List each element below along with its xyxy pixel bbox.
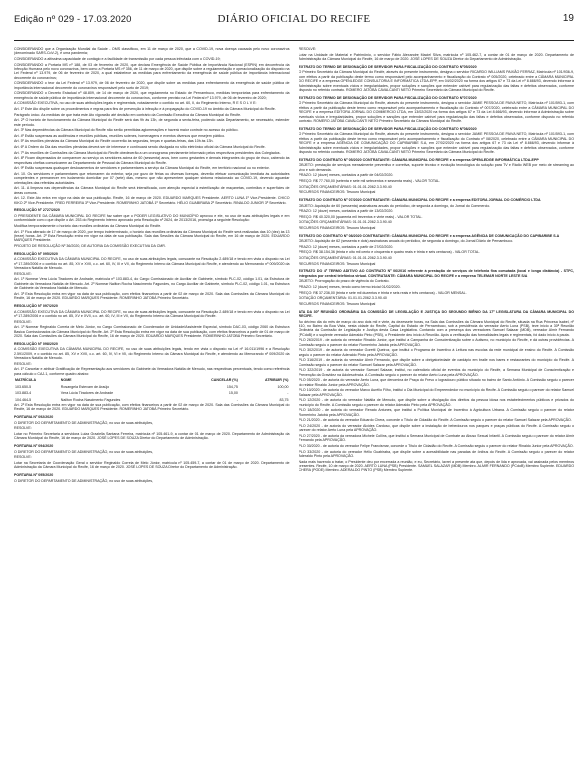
table-cell: Vera Lúcia Tiradores de Andrade [60,391,114,396]
paragraph: Art. 3º Esta Resolução entra em vigor na data de sua publicação, com efeitos financeiros a partir de 02 de março de 2020. Sala das Comissões da Câmara Municipal do Recife, 16 de março de 2020. EDUARDO MARQUES Presidente. ROMERINHO JATOBÁ Primeiro Secretário. [14,291,290,301]
section-heading: EXTRATO DO TERMO DE DESIGNAÇÃO DE SERVIDOR PARA FISCALIZAÇÃO DO CONTRATO Nº08/2020 [298,126,477,131]
paragraph: PRAZO: 12 (doze) meses, contados a partir de 04/02/2020. [298,173,394,178]
right-column [299,47,575,765]
paragraph: CONSIDERANDO o teor da Lei Federal nº 13.979, de 06 de fevereiro de 2020, que dispõe sobre as medidas para enfrentamento da emergência de saúde pública de importância internacional decorrente do coronavírus responsável pelo surto de 2019; [14,81,290,90]
table-cell: 15,00 [228,391,238,396]
edition-date: Edição nº 029 - 17.03.2020 [14,14,132,25]
paragraph: OBJETO: Prorrogação do prazo de vigência do Contrato. [298,279,390,284]
paragraph: Art. 1º Este Ato dispõe sobre os procedimentos e regras para fins de prevenção à infecção e à propagação do COVID-19 no âmbito da Câmara Municipal do Recife. [14,107,276,111]
paragraph: PLO 263/2019 - de autoria do vereador Rinaldo Junior, que institui a Campanha de Conscientização sobre o Autismo, no município do Recife, e dá outras providências. A Comissão seguiu o parecer do relator Romerinho Jatobá pela APROVAÇÃO. [298,338,574,347]
paragraph: Art. 4º Estão suspensas as audiências e reuniões públicas, reuniões solenes, homenagens e eventos diversos que ensejem público. [14,133,226,138]
paragraph: Art. 2º Esta Resolução entra em vigor na data de sua publicação, com efeitos financeiros a partir de 02 de março de 2020. Sala das Comissões da Câmara Municipal do Recife, 16 de março de 2020. EDUARDO MARQUES Presidente. ROMERINHO JATOBÁ Primeiro Secretário. [14,402,290,412]
paragraph: PLO 05/2020 - de autoria do vereador Aerto Luna, que denomina de Praça do Frevo o logradouro público situado no bairro de Santo Antônio. A Comissão seguiu o parecer do relator Rinaldo Junior pela APROVAÇÃO. [298,378,574,387]
paragraph: Art. 1º Nomear Vera Lúcia Tiradores de Andrade, matrícula nº 103.883-4, do Cargo Comissionado de Auxiliar de Gabinete, símbolo PLC-02, código 1.01, da Estrutura de Gabinete da Vereadora Natália de Menudo. Art. 2º Nomear Nailton Rocha Nascimento Fagundes, no Cargo Auxiliar de Gabinete, símbolo PLC-02, código 1.01, na Estrutura de Gabinete da Vereadora Natália de Menudo. [14,277,290,291]
paragraph: RECURSOS FINANCEIROS: Tesouro Municipal [298,225,376,230]
paragraph: Art. 8º Ficam dispensados de comparecer ao serviço os servidores acima de 60 (sessenta) anos, bem como gestantes e demais integrantes do grupo de risco, cabendo às respectivas chefias comunicarem ao Departamento de Pessoal da Câmara Municipal do Recife. [14,156,290,165]
paragraph: RESOLVE: [14,361,32,366]
table-cell: 154,75 [226,384,238,389]
section-heading: EXTRATO DO TERMO DE DESIGNAÇÃO DE SERVIDOR PARA FISCALIZAÇÃO DO CONTRATO Nº07/2020 [298,95,477,100]
paragraph: O PRESIDENTE DA CÂMARA MUNICIPAL DO RECIFE faz saber que o PODER LEGISLATIVO DO MUNICÍPIO aprovou e ele, no uso de suas atribuições legais e em conformidade com o que dispõe o Art. 253 do Regimento Interno aprovado pela Resolução nº 2624, de 2013/2016, promulga a seguinte Resolução: [14,213,290,223]
section-heading: EXTRATO DO CONTRATO Nº 08/2020 CONTRATANTE: CÂMARA MUNICIPAL DO RECIFE e a empresa AGÊNCIA DE COMUNICAÇÃO DO CAPIBARIBE S.A [298,233,560,238]
table-cell: 100,00 [277,384,289,389]
paragraph: RECURSOS FINANCEIROS: Tesouro Municipal [298,190,376,195]
paragraph: Art. 1º Cancelar e atribuir Gratificação de Representação aos servidores do Gabinete da Vereadora Natália de Menudo, nas respectivas percentuais, tendo como referência para cálculo o CAJ-1, conforme quadro abaixo: [14,367,290,376]
paragraph: Parágrafo único. As medidas de que trata este Ato vigorarão até decisão em contrário da Comissão Executiva da Câmara Municipal do Recife. [14,112,242,117]
paragraph: RESOLVE: [14,319,32,324]
columns [14,47,574,765]
paragraph: CONSIDERANDO a altíssima capacidade de contágio e a facilidade de transmissão por cada pessoa infectada com o COVID-19; [14,57,221,61]
table-cell: 83,75 [279,397,289,402]
page-header [14,8,574,41]
section-heading: EXTRATO DO CONTRATO Nº 05/2020 CONTRATANTE: CÂMARA MUNICIPAL DO RECIFE e a empresa OPENLEDGE INFORMÁTICA LTDA-EPP [298,157,539,162]
page-number: 19 [562,13,574,24]
paragraph: Art. 11. A limpeza nas dependências da Câmara Municipal do Recife será intensificada, com atenção especial à esterilização de maçanetas, corrimãos e superfícies de áreas comuns. [14,186,290,195]
section-heading: RESOLUÇÃO Nº 2727/2020 [14,208,60,213]
paragraph: Art. 1º Nomear Reginaldo Correia de Melo Júnior, no Cargo Comissionado de Coordenador de Unidade/Assistente Especial, símbolo DAC-03, código 2060 da Estrutura Basica Comissionados da Câmara Municipal do Recife. Art. 2º Esta Resolução entra em vigor na data de sua publicação, com efeitos financeiros a partir de 01 de março de 2020. Sala das Comissões da Câmara Municipal do Recife, 16 de março de 2020. EDUARDO MARQUES Presidente. ROMERINHO JATOBÁ Primeiro Secretário. [14,325,290,338]
left-column [14,47,290,765]
gratification-table [14,377,290,403]
paragraph: PRAZO: 12 (doze) meses, tendo como termo inicial 01/02/2020. [298,285,401,290]
paragraph: Art. 5º As reuniões plenárias da Câmara Municipal do Recife ocorrerão às segundas, terças e quartas-feiras, das 10h às 13h. [14,139,214,144]
paragraph: OBJETO: Aquisição de 62 (sessenta e dois) assinaturas anuais do periódico, de segunda a domingo, do Jornal Diário de Pernambuco. [298,239,514,244]
section-heading: EXTRATO DO TERMO DE DESIGNAÇÃO DE SERVIDOR PARA FISCALIZAÇÃO DO CONTRATO Nº05/2020 [298,64,477,69]
paragraph: Art. 7º As reuniões de Comissões da Câmara Municipal do Recife obedecerão a um cronograma previamente informado pelos respectivos presidentes dos Colegiados. [14,150,281,155]
publication-title: DIÁRIO OFICIAL DO RECIFE [217,13,371,25]
table-cell: Rosangela Estevam de Araújo [60,384,110,389]
paragraph: PREÇO: R$ 37.236,00 (trinta e sete mil duzentos e trinta e seis reais e três centavos) - VALOR MENSAL. [298,290,467,295]
paragraph: CONSIDERANDO que a Organização Mundial da Saúde - OMS classificou, em 11 de março de 2020, que a COVID-19, nova doença causada pelo novo coronavírus (denominado SARS-CoV-2), é uma pandemia; [14,47,290,56]
paragraph: PRAZO: 12 (doze) meses, contados a partir de 13/02/2020. [298,209,394,214]
section-heading: EXTRATO DO 4º TERMO ADITIVO AO CONTRATO Nº 06/2016 referente à prestação de serviços de telefonia fixa comutada (local e longa distância) - STFC, integrados por central telefônica virtual. CONTRATANTE: CÂMARA MUNICIPAL DO RECIFE e a empresa TELEMAR NORTE LESTE S/A [298,269,574,278]
paragraph: PRAZO: 12 (doze) meses, contados a partir de 27/02/2020. [298,244,394,249]
table-cell: - [236,397,238,402]
paragraph: RESOLVE: [14,426,32,431]
paragraph: RECURSOS FINANCEIROS: Tesouro Municipal [298,261,376,266]
paragraph: CONSIDERANDO o Decreto Estadual nº 48.809, de 14 de março de 2020, que regulamenta no Estado de Pernambuco, medidas temporárias para enfrentamento da emergência de saúde pública de importância internacional decorrente do coronavírus, conforme previsto na Lei Federal nº 13.979, de 06 de fevereiro de 2020; [14,91,290,100]
section-heading: EXTRATO DO CONTRATO Nº 07/2020 CONTRATANTE: CÂMARA MUNICIPAL DO RECIFE e a empresa EDITORA JORNAL DO COMÉRCIO LTDA [298,197,541,202]
paragraph: PLO 316/2019 - de autoria do vereador Almir Fernando, que dispõe sobre a obrigatoriedade de cardápio em braile nos bares e restaurantes do município do Recife. A Comissão seguiu o parecer do relator Samuel Salazar pela APROVAÇÃO. [298,358,574,367]
paragraph: A COMISSÃO EXECUTIVA DA CÂMARA MUNICIPAL DO RECIFE, no uso de suas atribuições legais, tendo em vista o disposto na Lei nº 16.011/1996 e a Resolução 2.591/2009, e o contido no art. 85, XV e XVII, c.c. art. 60, IV, VI e VII, do Regimento Interno da Câmara Municipal do Recife, e atendendo ao Memorando nº 009/2020 da Vereadora Natália de Menudo. [14,347,290,361]
paragraph: CONSIDERANDO a Portaria MS nº 188, de 03 de fevereiro de 2020, que declara Emergência de Saúde Pública de Importância Nacional (ESPIN) em decorrência da Infecção Humana pelo novo coronavírus, bem como a Portaria MS nº 356, de 11 de março de 2020, que dispõe sobre a regulamentação e operacionalização do disposto na Lei Federal nº 13.979, de 06 de fevereiro de 2020, a qual estabelece as medidas para enfrentamento da emergência de saúde pública de importância internacional decorrente do coronavírus; [14,62,290,80]
section-heading: RESOLUÇÃO Nº 097/2020 [14,303,58,308]
paragraph: PLO 24/2020 - de autoria do vereador Alcides Cardoso, que dispõe sobre a instalação de bebedouros nos parques e praças públicas do Recife. A Comissão seguiu o parecer do relator Aerto Luna pela APROVAÇÃO. [298,424,574,433]
paragraph: DOTAÇÕES ORÇAMENTÁRIAS: 01.01.01.2062.3.3.90.40 [298,256,392,261]
column-header: NOME [60,378,72,383]
section-heading: ATA DA 30ª REUNIÃO ORDINÁRIA DA COMISSÃO DE LEGISLAÇÃO E JUSTIÇA DO SEGUNDO BIÊNIO DA 17ª LEGISLATURA DA CÂMARA MUNICIPAL DO RECIFE. [298,309,574,318]
paragraph: Art. 12. Este Ato entra em vigor na data de sua publicação. Recife, 16 de março de 2020. EDUARDO MARQUES Presidente. AERTO LUNA 1º Vice-Presidente. CHICO KIKO 2º Vice-Presidente. FRED FERREIRA 3º Vice-Presidente. ROMERINHO JATOBÁ 1º Secretário. HÉLIO GUABIRABA 2º Secretário. RINALDO JUNIOR 3º Secretário. [14,196,290,205]
paragraph: PLO 30/2020 - de autoria do vereador Felipe Francismar, concede o Título de Cidadão do Recife. A Comissão seguiu o parecer do relator Rinaldo Junior pela APROVAÇÃO. [298,444,574,448]
paragraph: PLO 33/2020 - de autoria do vereador Hélio Guabiraba, que dispõe sobre a acessibilidade nas paradas de ônibus do Recife. A Comissão seguiu o parecer do relator Aderaldo Pinto pela APROVAÇÃO. [298,449,574,458]
paragraph: OBJETO: prestação de serviços mensalmente preventivo e corretiva, suporte técnico e evolução tecnológica do solução para TV e Rádio WEB por meio de streaming ao vivo e sob demanda. [298,163,574,172]
section-heading: RESOLUÇÃO Nº 095/2020 [14,251,58,256]
paragraph: PREÇO: R$ 38.154,36 (trinta e oito mil cento e cinquenta e quatro reais e trinta e seis centavos) - VALOR TOTAL. [298,250,481,255]
paragraph: Art. 1º Fica alterado de 17 de março de 2020, por tempo indeterminado, o horário das reuniões ordinárias da Câmara Municipal do Recife será realizadas das 10 (dez) às 13 (treze) horas. Art. 2º Esta Resolução entra em vigor na data de sua publicação. Sala das Sessões da Câmara Municipal do Recife, em 16 de março de 2020. EDUARDO MARQUES Presidente. [14,229,290,243]
table-cell: 104.464-5 [15,397,32,402]
paragraph: PLO 12/2020 - de autoria do vereador Natália de Menudo, que dispõe sobre a divulgação dos direitos da pessoa idosa nos estabelecimentos públicos e privados do município do Recife. A Comissão seguiu o parecer do relator Aderaldo Pinto pela APROVAÇÃO. [298,398,574,407]
section-heading: PORTARIA Nº 094/2020 [14,444,54,449]
paragraph: A COMISSÃO EXECUTIVA DA CÂMARA MUNICIPAL DO RECIFE, no uso de suas atribuições legais, consoante na Resolução 2.489/18 e tendo em vista o disposto na Lei nº 17.289/2006 e o contido no art. 85, XV e XVII, c.c. art. 60, IV, III e VII, do Regimento Interno da Câmara Municipal do Recife, e atendendo ao Memorando nº 009/2020 da Vereadora Natália de Menudo. [14,257,290,271]
paragraph: Lotar na Secretaria de Coordenação Geral o servidor Reginaldo Correia de Melo Júnior, matrícula nº 105.459-7, a contar de 01 de março de 2020. Departamento de Administração da Câmara Municipal do Recife, 16 de março de 2020. JOSÉ LOPES DE SOUZA Diretor do Departamento de Administração. [14,460,290,470]
paragraph: RECURSOS FINANCEIROS: Tesouro Municipal [298,301,376,306]
paragraph: O DIRETOR DO DEPARTAMENTO DE ADMINISTRAÇÃO, no uso de suas atribuições, [14,420,154,425]
table-cell: 103.883-4 [15,391,32,396]
paragraph: PLO 302/2019 - de autoria do vereador Goretti Queiroz, que institui o Programa de Incentivo à Leitura nas escolas da rede municipal de ensino do Recife. A Comissão seguiu o parecer do relator Aderaldo Pinto pela APROVAÇÃO. [298,348,574,357]
paragraph: Art. 9º Estão suspensas quaisquer deslocamentos de servidores e parlamentares a serviço da Câmara Municipal do Recife, em território nacional ou no exterior. [14,166,270,171]
paragraph: O Primeiro Secretário da Câmara Municipal do Recife, através do presente instrumento, designa o servidor JAMIE PESSOA DE PAIVA NETO, Matrícula nº 101/593-1, com efeitos a partir da publicação deste termo como responsável pelo acompanhamento e fiscalização do Contrato nº 08/2020, celebrado entre a CÂMARA MUNICIPAL DO RECIFE e a empresa AGÊNCIA DE COMUNICAÇÃO DO CAPIBARIBE S.A, em 27/02/2020 na forma dos artigos 67 e 73 da Lei nº 8.666/93, devendo informar à Administração sobre eventuais vícios e irregularidades, propor soluções e sanções que entender cabível para regularização das faltas e defeitos observados, conforme disposto no referido contrato. ROMERO JATOBÁ CAVALCANTI NETO Primeiro Secretário da Câmara Municipal do Recife. [298,132,574,154]
table-cell: - [287,391,289,396]
table-cell: 103.650-5 [15,384,32,389]
left-column-tail-paragraphs [14,403,290,483]
paragraph: A COMISSÃO EXECUTIVA DA CÂMARA MUNICIPAL DO RECIFE, no uso de suas atribuições legais, consoante na Resolução 2.489/18 e tendo em vista o disposto na Lei nº 17.289/2006 e o contido no art. 85, XV e XVII, c.c. art. 60, IV, III e VII, do Regimento Interno da Câmara Municipal do Recife. [14,309,290,318]
paragraph: O DIRETOR DO DEPARTAMENTO DE ADMINISTRAÇÃO, no uso de suas atribuições, [14,478,154,483]
column-header: CANCELAR (%) [211,378,238,383]
paragraph: RESOLVE: [298,47,317,51]
paragraph: OBJETO: Aquisição de 60 (sessenta) assinaturas anuais do periódico, de segunda a domingo, do Jornal do Commercio. [298,203,491,208]
paragraph: DOTAÇÕES ORÇAMENTÁRIAS: 01.01.01.2062.3.3.90.40 [298,184,392,189]
paragraph: PLO 322/2019 - de autoria do vereador Samuel Salazar, institui, no calendário oficial de eventos do município do Recife, a Semana Municipal de Conscientização e Prevenção da Gravidez na Adolescência. A Comissão seguiu o parecer do relator Aerto Luna pela APROVAÇÃO. [298,368,574,377]
section-heading: PORTARIA Nº 092/2020 [14,415,54,420]
table-cell: Nailton Rocha Nascimento Fagundes [60,397,121,402]
paragraph: PROJETO DE RESOLUÇÃO Nº 36/2020, DE AUTORIA DA COMISSÃO EXECUTIVA DA CMR. [14,243,166,248]
paragraph: Art. 3º Nas dependências da Câmara Municipal do Recife não serão permitidas aglomerações e haverá maior controle no acesso do público. [14,128,239,133]
paragraph: DOTAÇÃO ORÇAMENTÁRIA: 01.01.01.2062.3.3.90.40 [298,296,387,301]
paragraph: RESOLVE: [14,455,32,460]
left-column-paragraphs [14,47,290,376]
paragraph: Lotar na Unidade de Material e Patrimônio, o servidor Fábio Alexandre Maciel Silva, matrícula nº 105.462-7, a contar de 01 de março de 2020. Departamento de Administração da Câmara Municipal do Recife, 16 de março de 2020. JOSÉ LOPES DE SOUZA Diretor do Departamento de Administração. [298,52,574,61]
paragraph: PLO 21/2020 - de autoria do vereador Eduardo Chera, concede o Título de Cidadão do Recife. A Comissão seguiu o parecer do relator Samuel Salazar pela APROVAÇÃO. [298,418,572,423]
paragraph: Art. 6º A Ordem do Dia das reuniões plenárias deverá ser de interesse e contínuará sendo divulgada no sítio eletrônico oficial da Câmara Municipal do Recife. [14,144,266,149]
column-header: ATRIBUIR (%) [265,378,289,383]
paragraph: Ao décimo dia do mês de março do ano dois mil e vinte, às dezessete horas, na Sala das Comissões da Câmara Municipal do Recife, situada na Rua Princesa Isabel, nº 410, no Bairro da Boa Vista, nesta cidade do Recife, Capital do Estado de Pernambuco, sob a presidência do vereador Aerto Luna (PSB), teve início a 30ª Reunião Ordinária da Comissão de Legislação e Justiça desta Casa Legislativa. Contando com a presença dos vereadores Samuel Salazar (MDB), vereador Almir Fernando (PCdoB) e o suplente vereador Aderaldo Pinto (PSB), o Presidente deu início à Reunião. Após a verificação das formalidades legais e regimentais, foi dado início à pauta. [298,319,574,337]
paragraph: O Primeiro Secretário da Câmara Municipal do Recife, através do presente instrumento, designa o servidor RICARDO WILLIAMS PAIXÃO FERRAZ, Matrícula nº 101/936-9, com efeitos a partir da publicação deste termo como responsável pelo acompanhamento e fiscalização do Contrato nº 005/2020, celebrado entre a CÂMARA MUNICIPAL DO RECIFE e a empresa OPENLEDGE CONSULTORIA E INFORMÁTICA LTDA-EPP, em 04/02/2020 na forma dos artigos 67 e 73 da Lei nº 8.666/93, devendo informar à Administração sobre eventuais vícios e irregularidades, propor soluções e sanções que entender cabível para regularização das faltas e defeitos observados, conforme disposto no referido contrato. ROMERO JATOBÁ CAVALCANTI NETO Primeiro Secretário da Câmara Municipal do Recife. [298,70,574,92]
paragraph: PLO 18/2020 - de autoria do vereador Renato Antunes, que institui a Política Municipal de Incentivo à Agricultura Urbana. A Comissão seguiu o parecer do relator Romerinho Jatobá pela APROVAÇÃO. [298,408,574,417]
paragraph: RESOLVE: [14,271,32,276]
paragraph: O DIRETOR DO DEPARTAMENTO DE ADMINISTRAÇÃO, no uso de suas atribuições, [14,449,154,454]
right-column-paragraphs [299,47,575,473]
paragraph: Art. 2º O horário de funcionamento da Câmara Municipal do Recife será das 9h às 13h, de segunda a sexta-feira, podendo cada Departamento, se necessário, estender este período. [14,118,290,127]
section-heading: PORTARIA Nº 095/2020 [14,473,54,478]
paragraph: DOTAÇÕES ORÇAMENTÁRIAS: 01.01.01.2062.3.3.90.40 [298,220,392,225]
paragraph: PREÇO: R$ 77.760,00 (setenta e sete mil setecentos e sessenta reais) - VALOR TOTAL. [298,178,441,183]
paragraph: Lotar no Primeiro Secretaria a servidora Luiza Graziella Santana Ferreira, matrícula nº 105.461-9, a contar de 01 de março de 2020. Departamento de Administração da Câmara Municipal do Recife, 16 de março de 2020. JOSÉ LOPES DE SOUZA Diretor do Departamento de Administração. [14,431,290,441]
paragraph: Modifica temporariamente o horário das reuniões ordinárias da Câmara Municipal do Recife. [14,223,162,228]
paragraph: O Primeiro Secretário da Câmara Municipal do Recife, através do presente instrumento, designa o servidor JAMIE PESSOA DE PAIVA NETO, Matrícula nº 101/593-1, com efeitos a partir da publicação deste termo como responsável pelo acompanhamento e fiscalização do Contrato nº 007/2020, celebrado entre a CÂMARA MUNICIPAL DO RECIFE e a empresa EDITORA JORNAL DO COMMERCIO LTDA, em 13/02/2020 na forma dos artigos 67 e 73 da Lei 8.666/93, devendo informar à Administração sobre eventuais vícios e irregularidades, propor soluções e sanções que entender cabível para regularização das faltas e defeitos observados, conforme disposto no referido contrato. ROMERO JATOBÁ CAVALCANTI NETO Primeiro Secretário da Câmara Municipal do Recife. [298,101,574,123]
section-heading: RESOLUÇÃO Nº 098/2020 [14,341,58,346]
paragraph: A COMISSÃO EXECUTIVA, no uso de suas atribuições legais e regimentais, notadamente o contido no art. 60, II, do Regimento Interno, R E S O L V E: [14,101,257,106]
paragraph: PLO 27/2020 - de autoria da vereadora Michele Collins, que institui a Semana Municipal de Combate ao Abuso Sexual Infantil. A Comissão seguiu o parecer do relator Almir Fernando pela APROVAÇÃO. [298,434,574,443]
paragraph: PREÇO: R$ 40.320,00 (quarenta mil trezentos e vinte reais) - VALOR TOTAL. [298,214,423,219]
paragraph: Art. 10. Os servidores e parlamentares que retornarem do exterior, seja por gozo de férias ou diversas licenças, deverão efetuar comunicação imediata às autoridades competentes e permanecer em isolamento domiciliar por 07 (sete) dias, mesmo que não apresentem qualquer sintoma relacionado ao COVID-19, devendo aguardar orientações das referidas autoridades. [14,171,290,185]
paragraph: Nada mais havendo a tratar, o Presidente deu por encerrada a reunião, e eu, Secretário, lavrei a presente ata que, depois de lida e aprovada, vai assinada pelos membros presentes. Recife, 10 de março de 2020. AERTO LUNA (PSB) Presidente. SAMUEL SALAZAR (MDB) Membro. ALMIR FERNANDO (PCdoB) Membro Suplente. EDUARDO CHERA (PODE) Membro. ADERALDO PINTO (PSB) Membro Suplente. [298,459,574,473]
paragraph: PLO 10/2020 - de autoria do vereador Marco Aurélio Filho, institui o Dia Municipal do Empreendedor no município do Recife. A Comissão seguiu o parecer do relator Samuel Salazar pela APROVAÇÃO. [298,388,574,397]
column-header: MATRÍCULA [15,378,37,383]
